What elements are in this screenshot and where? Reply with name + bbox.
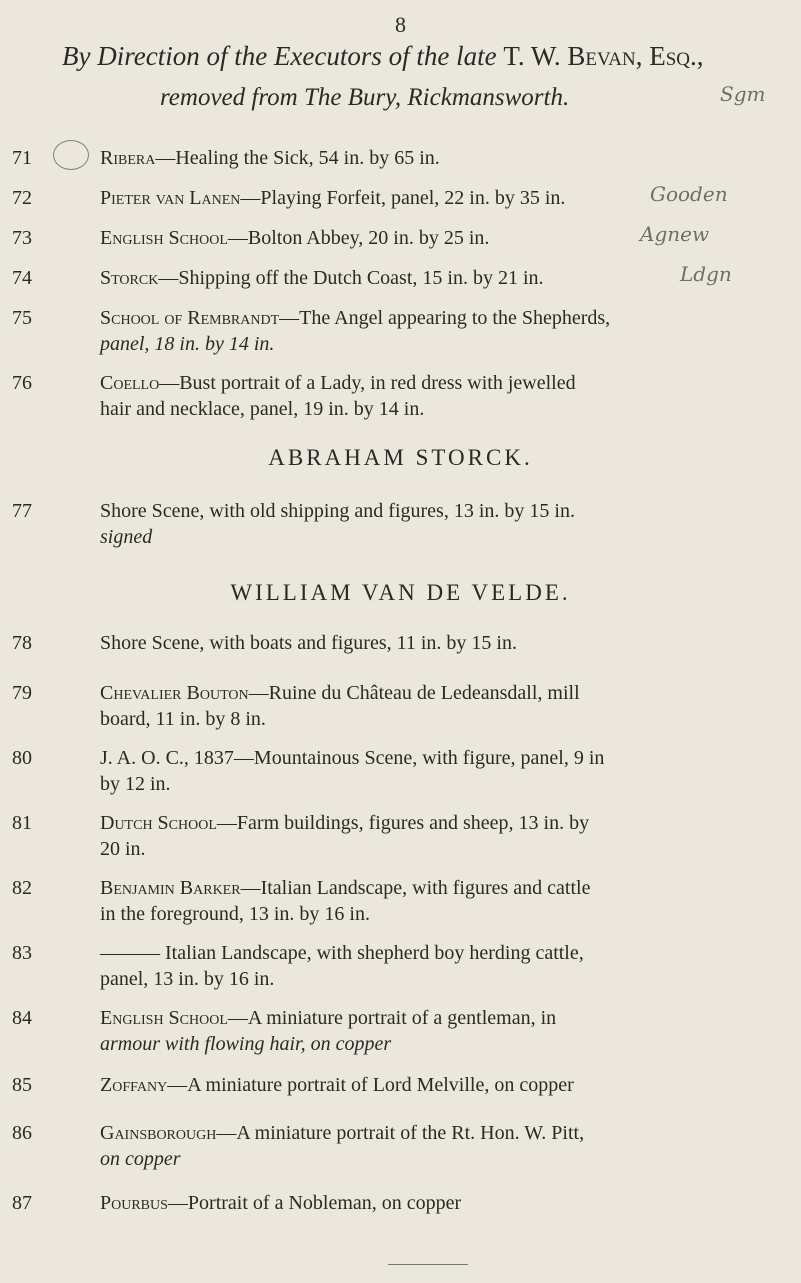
lot-description-line2: 20 in. — [100, 838, 146, 860]
header-line2: removed from The Bury, Rickmansworth. — [160, 84, 570, 111]
lot-description: —Shipping off the Dutch Coast, 15 in. by 21 in. — [158, 267, 544, 289]
artist-heading-storck: ABRAHAM STORCK. — [268, 445, 533, 470]
lot-artist: Ribera — [100, 147, 156, 169]
lot-description: Shore Scene, with old shipping and figures, 13 in. by 15 in. — [100, 500, 575, 522]
lot-84 — [12, 1005, 760, 1057]
lot-number: 84 — [12, 1007, 32, 1029]
lot-number: 75 — [12, 307, 32, 329]
lot-description-line2: board, 11 in. by 8 in. — [100, 708, 266, 730]
lot-83 — [12, 940, 760, 992]
lot-artist: Benjamin Barker — [100, 877, 241, 899]
lot-number: 85 — [12, 1074, 32, 1096]
lot-artist: English School — [100, 227, 228, 249]
lot-description: —A miniature portrait of Lord Melville, on copper — [167, 1074, 574, 1096]
lot-description-line2: on copper — [100, 1148, 181, 1170]
handwritten-note: Agnew — [640, 222, 710, 246]
lot-number: 83 — [12, 942, 32, 964]
lot-description-line2: signed — [100, 526, 153, 548]
lot-description: —The Angel appearing to the Shepherds, — [279, 307, 611, 329]
lot-artist: Storck — [100, 267, 159, 289]
lot-85 — [12, 1072, 760, 1098]
page-number: 8 — [395, 12, 406, 37]
lot-79 — [12, 680, 760, 732]
lot-description: —Farm buildings, figures and sheep, 13 in. by — [216, 812, 590, 834]
lot-number: 80 — [12, 747, 32, 769]
lot-number: 77 — [12, 500, 32, 522]
lot-description-line2: in the foreground, 13 in. by 16 in. — [100, 903, 370, 925]
lot-number: 87 — [12, 1192, 32, 1214]
lot-artist: Gainsborough — [100, 1122, 217, 1144]
lot-description: —Bolton Abbey, 20 in. by 25 in. — [227, 227, 490, 249]
lot-description: —A miniature portrait of a gentleman, in — [227, 1007, 557, 1029]
lot-number: 76 — [12, 372, 32, 394]
lot-description-line2: panel, 13 in. by 16 in. — [100, 968, 275, 990]
lot-description: J. A. O. C., 1837—Mountainous Scene, with figure, panel, 9 in — [100, 747, 605, 769]
lot-artist: Coello — [100, 372, 160, 394]
lot-description: —Portrait of a Nobleman, on copper — [167, 1192, 462, 1214]
lot-number: 86 — [12, 1122, 32, 1144]
lot-87 — [12, 1190, 760, 1216]
lot-77 — [12, 498, 760, 550]
lot-number: 73 — [12, 227, 32, 249]
lot-artist: Pourbus — [100, 1192, 168, 1214]
lot-description-line2: armour with flowing hair, on copper — [100, 1033, 392, 1055]
lot-artist: School of Rembrandt — [100, 307, 280, 329]
end-rule — [388, 1264, 468, 1265]
lot-number: 78 — [12, 632, 32, 654]
lot-description: —Healing the Sick, 54 in. by 65 in. — [155, 147, 440, 169]
lot-description: —Playing Forfeit, panel, 22 in. by 35 in. — [240, 187, 566, 209]
lot-78 — [12, 630, 760, 656]
lot-artist: Zoffany — [100, 1074, 168, 1096]
lot-76 — [12, 370, 760, 422]
lot-81 — [12, 810, 760, 862]
lot-description-line2: hair and necklace, panel, 19 in. by 14 in. — [100, 398, 425, 420]
header-name: T. W. Bevan, Esq., — [503, 41, 704, 71]
lot-artist: Pieter van Lanen — [100, 187, 241, 209]
lot-number: 79 — [12, 682, 32, 704]
lot-description: Italian Landscape, with shepherd boy herding cattle, — [160, 942, 584, 964]
lot-description: —Italian Landscape, with figures and cattle — [240, 877, 591, 899]
lot-71 — [12, 145, 760, 171]
lot-description-line2: by 12 in. — [100, 773, 171, 795]
lot-75 — [12, 305, 760, 357]
lot-86 — [12, 1120, 760, 1172]
handwritten-note: Sgm — [720, 82, 766, 106]
header-prefix: By Direction of the Executors of the late — [62, 41, 497, 71]
lot-description: —Bust portrait of a Lady, in red dress with jewelled — [159, 372, 576, 394]
lot-number: 81 — [12, 812, 32, 834]
lot-artist: Dutch School — [100, 812, 217, 834]
lot-74 — [12, 265, 760, 291]
lot-description: —A miniature portrait of the Rt. Hon. W. Pitt, — [216, 1122, 585, 1144]
lot-82 — [12, 875, 760, 927]
sale-header — [62, 42, 762, 72]
lot-number: 74 — [12, 267, 32, 289]
lot-description: —Ruine du Château de Ledeansdall, mill — [248, 682, 580, 704]
lot-description: Shore Scene, with boats and figures, 11 in. by 15 in. — [100, 632, 517, 654]
artist-heading-van-de-velde: WILLIAM VAN DE VELDE. — [230, 580, 571, 605]
lot-dash: ——— — [100, 942, 160, 964]
handwritten-note: Ldgn — [680, 262, 732, 286]
handwritten-note: Gooden — [650, 182, 728, 206]
lot-artist: Chevalier Bouton — [100, 682, 249, 704]
lot-number: 82 — [12, 877, 32, 899]
lot-description-line2: panel, 18 in. by 14 in. — [100, 333, 275, 355]
lot-number: 72 — [12, 187, 32, 209]
lot-80 — [12, 745, 760, 797]
lot-artist: English School — [100, 1007, 228, 1029]
lot-number: 71 — [12, 147, 32, 169]
